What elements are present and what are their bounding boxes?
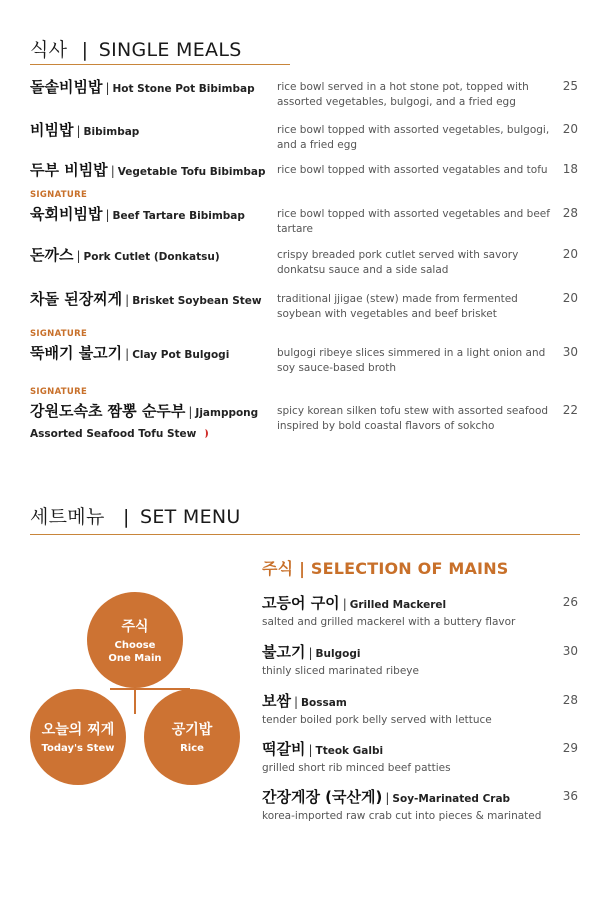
menu-item-name-ko: 돈까스 — [30, 246, 74, 264]
menu-item-name-en-2: Assorted Seafood Tofu Stew — [30, 428, 197, 440]
menu-item-name-ko: 강원도속초 짬뽕 순두부 — [30, 402, 186, 420]
menu-item-name-en: Jjamppong — [195, 407, 259, 419]
menu-item-name-ko: 차돌 된장찌게 — [30, 290, 123, 308]
single-meals-title-ko: 식사 — [30, 39, 68, 61]
set-menu-title-ko: 세트메뉴 — [30, 506, 105, 528]
menu-item-name-ko: 뚝배기 불고기 — [30, 344, 123, 362]
name-separator: | — [308, 743, 313, 757]
menu-item-name-en: Hot Stone Pot Bibimbap — [112, 83, 255, 95]
menu-item-name — [30, 78, 275, 98]
menu-item-description: rice bowl topped with assorted vegetables, bulgogi, and a fried egg — [277, 124, 550, 151]
main-item-name-ko: 떡갈비 — [262, 740, 306, 758]
main-item-description: salted and grilled mackerel with a buttery flavor — [262, 616, 516, 628]
set-menu-title — [30, 502, 241, 529]
main-item-name-en: Grilled Mackerel — [349, 599, 447, 611]
menu-item-name — [30, 205, 275, 225]
main-item-name-ko: 고등어 구이 — [262, 594, 340, 612]
main-item — [262, 592, 582, 628]
main-item — [262, 641, 582, 677]
menu-item-price: 20 — [562, 291, 578, 305]
name-separator: | — [76, 124, 81, 138]
main-item-name-ko: 간장게장 (국산게) — [262, 788, 383, 806]
main-item-price: 36 — [562, 789, 578, 803]
menu-item-description: traditional jjigae (stew) made from fermented soybean with vegetables and beef brisket — [277, 293, 518, 320]
menu-item-price: 25 — [562, 79, 578, 93]
main-item — [262, 738, 582, 774]
menu-item-description: rice bowl topped with assorted vegatables and tofu — [277, 164, 548, 176]
single-meals-title — [30, 35, 242, 62]
menu-item-name-ko: 돌솥비빔밥 — [30, 78, 103, 96]
menu-item-name — [30, 161, 275, 181]
main-item-name-en: Tteok Galbi — [315, 745, 384, 757]
menu-item-name — [30, 246, 275, 266]
name-separator: | — [125, 347, 130, 361]
set-menu-rule — [30, 534, 580, 535]
menu-item-name-en: Brisket Soybean Stew — [132, 295, 262, 307]
menu-item-price: 30 — [562, 345, 578, 359]
circle-main-ko: 주식 — [121, 618, 149, 635]
menu-item-name-en-line2 — [30, 425, 280, 443]
main-item-price: 28 — [562, 693, 578, 707]
menu-item-description: spicy korean silken tofu stew with assorted seafood inspired by bold coastal flavors of sokcho — [277, 405, 549, 432]
name-separator: | — [125, 293, 130, 307]
main-item-price: 26 — [562, 595, 578, 609]
diagram-connector-horizontal — [110, 688, 190, 690]
menu-item-price: 22 — [562, 403, 578, 417]
name-separator: | — [188, 405, 193, 419]
menu-item-price: 28 — [562, 206, 578, 220]
circle-rice — [144, 689, 240, 785]
single-meals-rule — [30, 64, 290, 65]
title-separator: | — [122, 506, 130, 528]
circle-rice-ko: 공기밥 — [171, 722, 213, 738]
main-item-name-en: Soy-Marinated Crab — [392, 793, 511, 805]
menu-item-price: 20 — [562, 122, 578, 136]
menu-item-name-ko: 비빔밥 — [30, 121, 74, 139]
main-item-price: 30 — [562, 644, 578, 658]
main-item-description: tender boiled pork belly served with lettuce — [262, 714, 492, 726]
diagram-connector-vertical — [134, 686, 136, 714]
menu-item-name — [30, 344, 275, 364]
main-item-name-ko: 보쌈 — [262, 692, 291, 710]
menu-item-price: 18 — [562, 162, 578, 176]
signature-badge: SIGNATURE — [30, 190, 88, 200]
menu-item-name-en: Pork Cutlet (Donkatsu) — [83, 251, 220, 263]
circle-main — [87, 592, 183, 688]
circle-stew — [30, 689, 126, 785]
name-separator: | — [385, 791, 390, 805]
menu-item-description: rice bowl topped with assorted vegetables and beef tartare — [277, 208, 550, 235]
main-item-description: grilled short rib minced beef patties — [262, 762, 451, 774]
circle-stew-ko: 오늘의 찌게 — [41, 722, 115, 738]
main-item — [262, 786, 582, 822]
mains-title: 주식 | SELECTION OF MAINS — [262, 559, 509, 578]
circle-main-en-2: One Main — [108, 652, 162, 664]
menu-item-price: 20 — [562, 247, 578, 261]
signature-badge: SIGNATURE — [30, 329, 88, 339]
menu-item-description: crispy breaded pork cutlet served with savory donkatsu sauce and a side salad — [277, 249, 519, 276]
menu-item-name — [30, 402, 280, 443]
circle-stew-en: Today's Stew — [41, 743, 115, 754]
menu-item-name-en: Bibimbap — [83, 126, 140, 138]
main-item-description: thinly sliced marinated ribeye — [262, 665, 419, 677]
main-item-price: 29 — [562, 741, 578, 755]
name-separator: | — [105, 81, 110, 95]
menu-item-description: rice bowl served in a hot stone pot, topped with assorted vegetables, bulgogi, and a fried egg — [277, 81, 529, 108]
name-separator: | — [293, 695, 299, 709]
set-menu-title-en: SET MENU — [140, 506, 241, 528]
single-meals-title-en: SINGLE MEALS — [98, 39, 242, 61]
menu-item-name-en: Clay Pot Bulgogi — [132, 349, 230, 361]
main-item-name-ko: 불고기 — [262, 643, 306, 661]
circle-main-en-1: Choose — [114, 639, 156, 651]
main-item-description: korea-imported raw crab cut into pieces & marinated — [262, 810, 542, 822]
signature-badge: SIGNATURE — [30, 387, 88, 397]
menu-item-name-en: Vegetable Tofu Bibimbap — [117, 166, 266, 178]
title-separator: | — [81, 39, 89, 61]
name-separator: | — [105, 208, 110, 222]
menu-item-name — [30, 290, 275, 310]
name-separator: | — [342, 597, 347, 611]
circle-rice-en: Rice — [180, 743, 204, 754]
name-separator: | — [110, 164, 115, 178]
name-separator: | — [76, 249, 81, 263]
chili-pepper-icon — [202, 429, 208, 438]
menu-item-description: bulgogi ribeye slices simmered in a light onion and soy sauce-based broth — [277, 347, 546, 374]
main-item — [262, 690, 582, 726]
menu-item-name-en: Beef Tartare Bibimbap — [112, 210, 245, 222]
menu-item-name-ko: 두부 비빔밥 — [30, 161, 108, 179]
name-separator: | — [308, 646, 313, 660]
menu-item-name — [30, 121, 275, 141]
menu-item-name-ko: 육회비빔밥 — [30, 205, 103, 223]
main-item-name-en: Bossam — [301, 697, 347, 709]
main-item-name-en: Bulgogi — [315, 648, 361, 660]
